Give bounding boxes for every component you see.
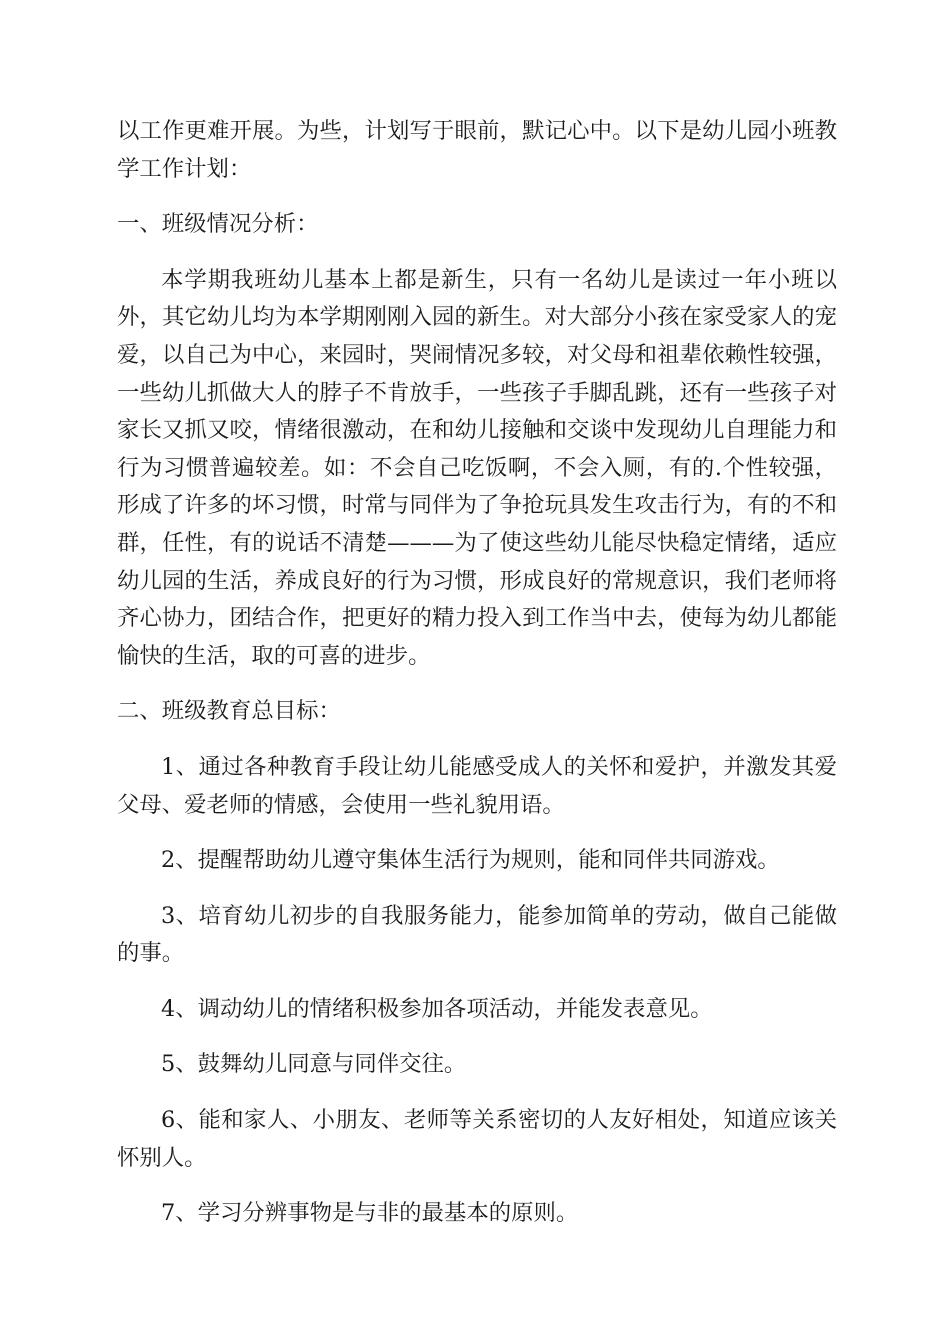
goal-item-4: 4、调动幼儿的情绪积极参加各项活动，并能发表意见。	[161, 995, 713, 1022]
goal-item-5: 5、鼓舞幼儿同意与同伴交往。	[161, 1051, 467, 1078]
section-2-heading: 二、班级教育总目标：	[117, 698, 341, 725]
section-1-body: 本学期我班幼儿基本上都是新生，只有一名幼儿是读过一年小班以外，其它幼儿均为本学期刚刚入园的新生。对大部分小孩在家受家人的宠爱，以自己为中心，来园时，哭闹情况多较，对父母和祖辈依赖性较强，一些幼儿抓做大人的脖子不肯放手，一些孩子手脚乱跳，还有一些孩子对家长又抓又咬，情绪很激动，在和幼儿接触和交谈中发现幼儿自理能力和行为习惯普遍较差。如：不会自己吃饭啊，不会入厕，有的.个性较强，形成了许多的坏习惯，时常与同伴为了争抢玩具发生攻击行为，有的不和群，任性，有的说话不清楚———为了使这些幼儿能尽快稳定情绪，适应幼儿园的生活，养成良好的行为习惯，形成良好的常规意识，我们老师将齐心协力，团结合作，把更好的精力投入到工作当中去，使每为幼儿都能愉快的生活，取的可喜的进步。	[117, 266, 837, 669]
goal-item-1: 1、通过各种教育手段让幼儿能感受成人的关怀和爱护，并激发其爱父母、爱老师的情感，会使用一些礼貌用语。	[117, 753, 837, 818]
goal-item-2: 2、提醒帮助幼儿遵守集体生活行为规则，能和同伴共同游戏。	[161, 847, 780, 874]
goal-item-6: 6、能和家人、小朋友、老师等关系密切的人友好相处，知道应该关怀别人。	[117, 1107, 837, 1171]
document-body	[117, 113, 837, 1251]
section-1-heading: 一、班级情况分析：	[117, 211, 319, 238]
goal-item-7: 7、学习分辨事物是与非的最基本的原则。	[161, 1200, 579, 1227]
intro-paragraph: 以工作更难开展。为些，计划写于眼前，默记心中。以下是幼儿园小班教学工作计划：	[117, 118, 837, 182]
goal-item-3: 3、培育幼儿初步的自我服务能力，能参加简单的劳动，做自己能做的事。	[117, 902, 837, 967]
